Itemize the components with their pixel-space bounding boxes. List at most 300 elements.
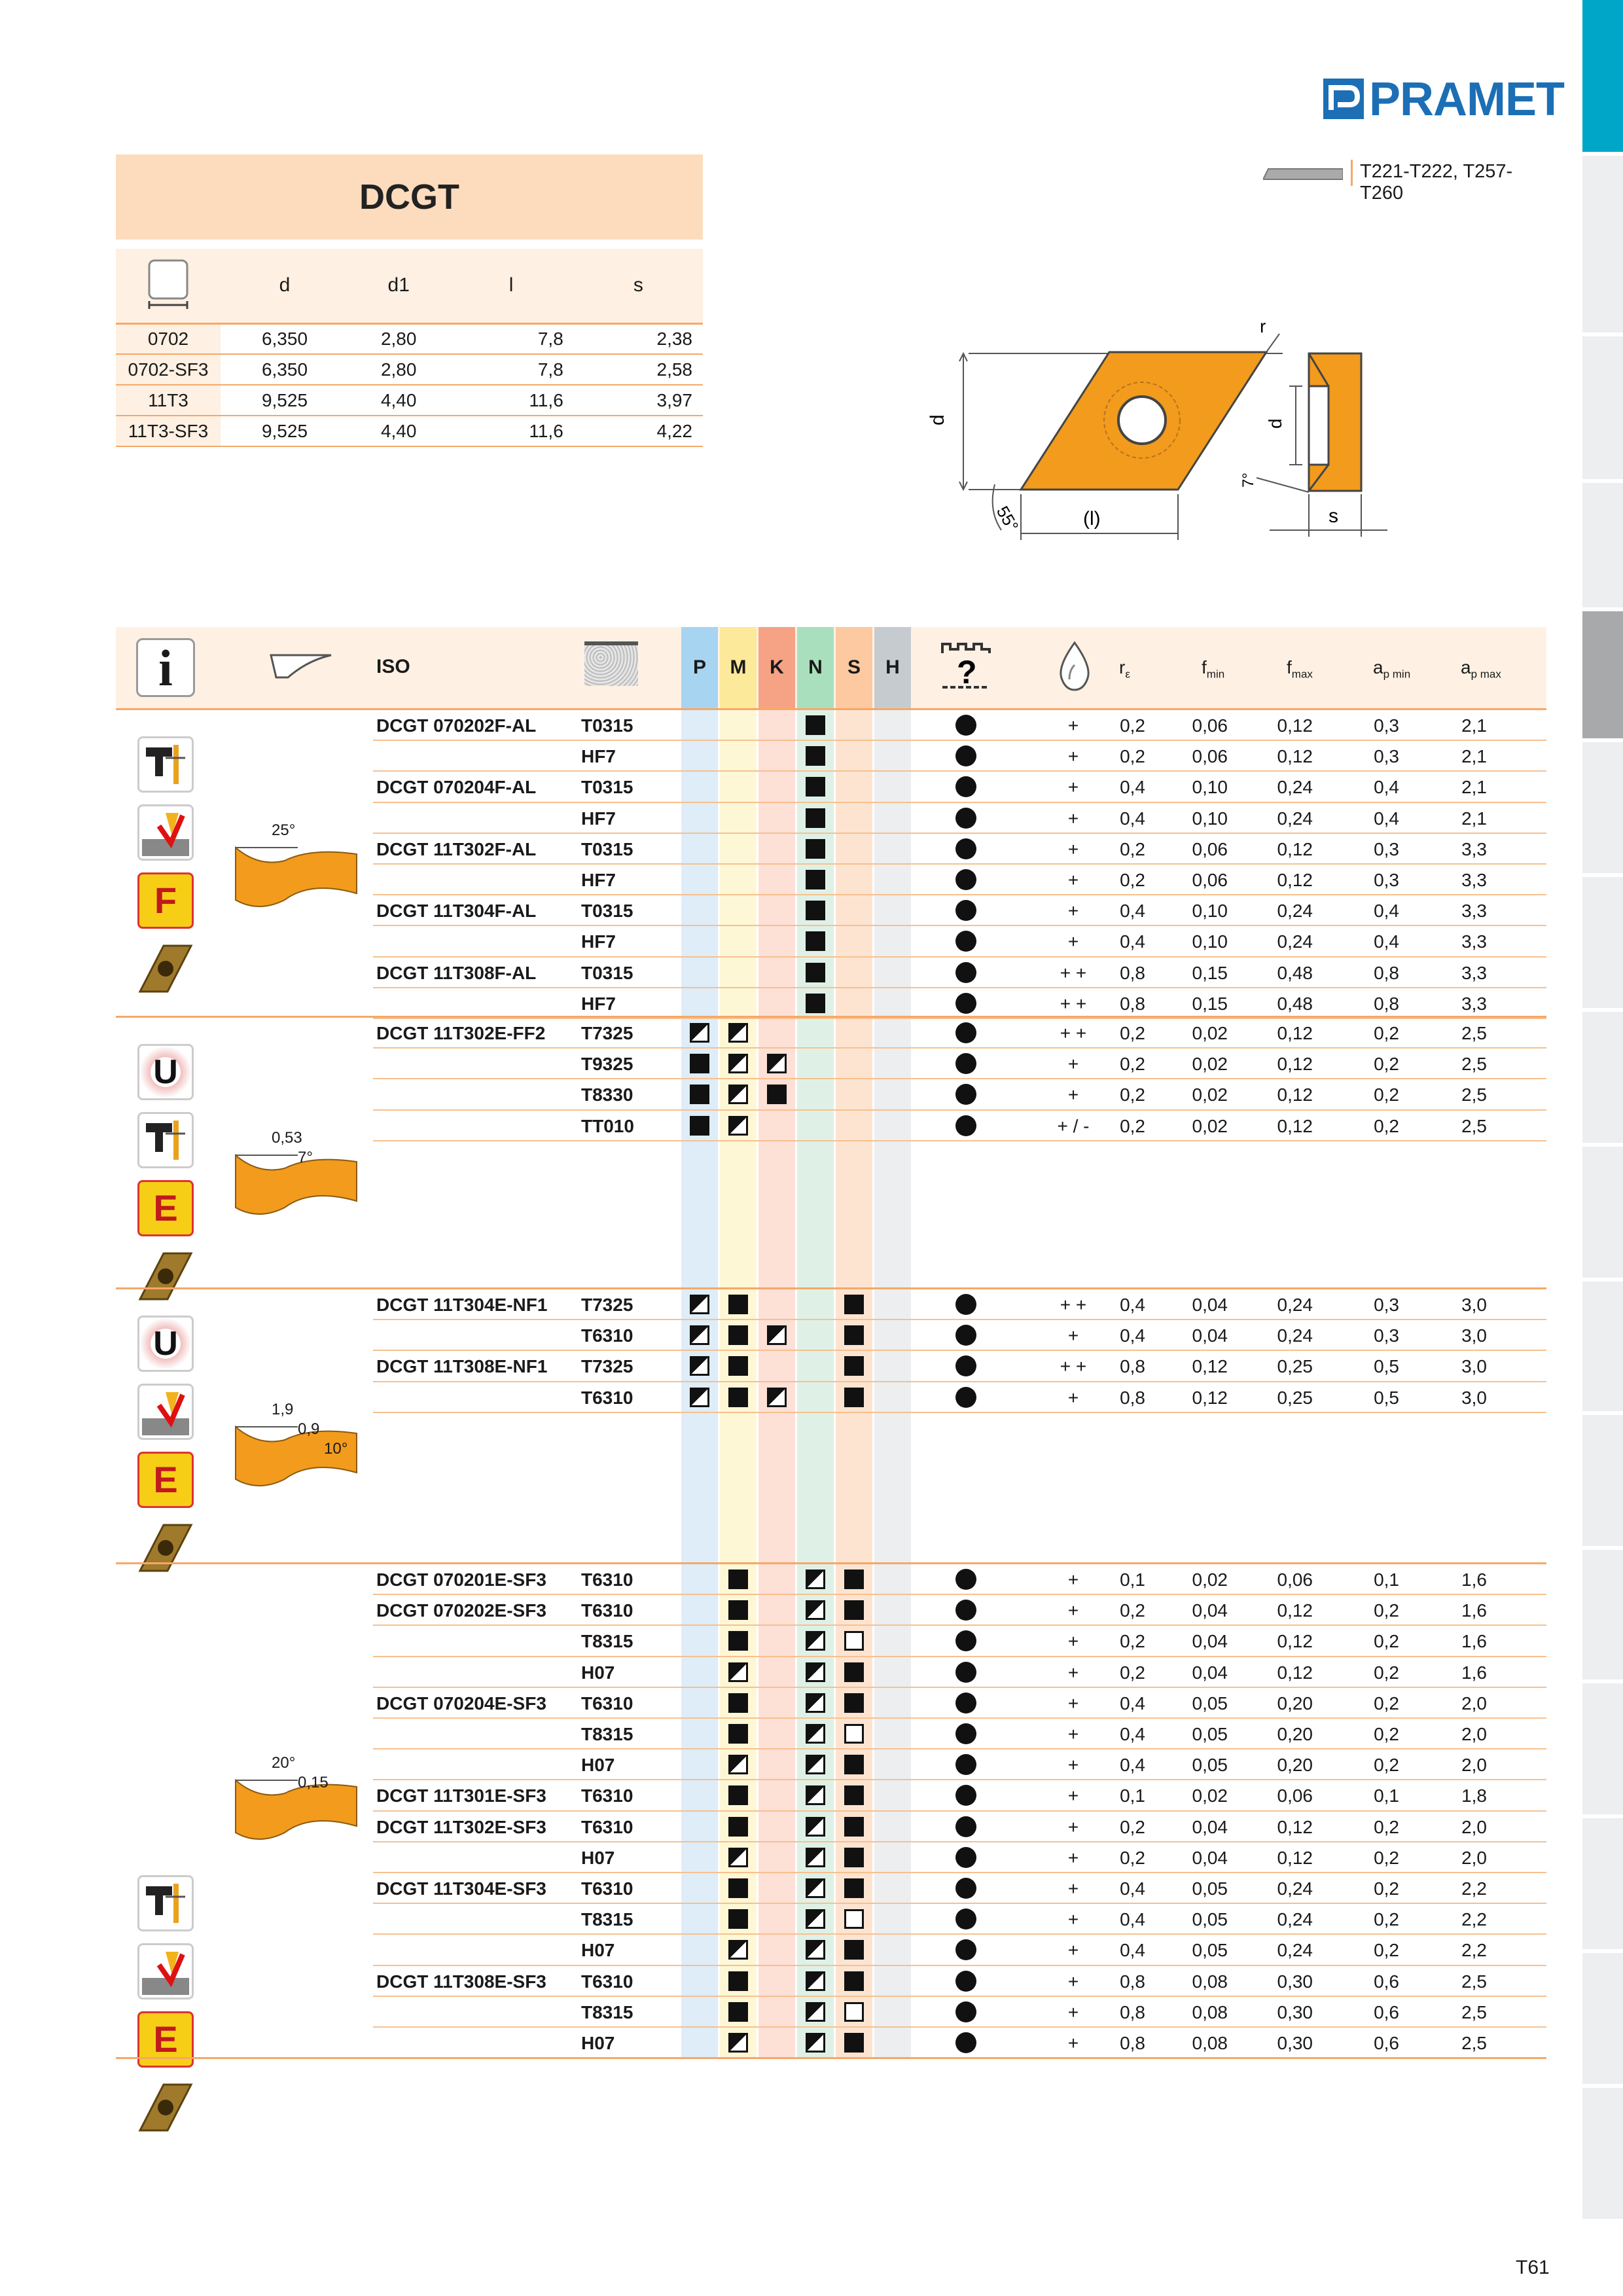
suitability-N-hf: [806, 1693, 825, 1713]
side-tab[interactable]: [1582, 1953, 1623, 2088]
value-cell: 0,04: [1192, 1325, 1228, 1346]
value-cell: 2,0: [1461, 1724, 1487, 1744]
value-cell: 0,2: [1374, 1115, 1399, 1136]
value-cell: 0,10: [1192, 901, 1228, 922]
coolant-value: +: [1067, 931, 1079, 952]
value-cell: 0,12: [1192, 1387, 1228, 1408]
dim-row: [116, 354, 703, 385]
iso-code: DCGT 11T301E-SF3: [376, 1785, 546, 1806]
side-tab[interactable]: [1582, 1012, 1623, 1147]
suitability-K-hf: [767, 1325, 787, 1345]
suitability-N-hf: [806, 1724, 825, 1744]
col-d1: d1: [349, 249, 448, 323]
application-dot: [955, 745, 976, 766]
coolant-value: +: [1067, 2001, 1079, 2022]
coolant-value: +: [1067, 1724, 1079, 1744]
iso-code: DCGT 11T308E-NF1: [376, 1356, 548, 1377]
coolant-value: +: [1067, 746, 1079, 767]
coolant-value: + +: [1060, 962, 1087, 983]
coolant-value: +: [1067, 1940, 1079, 1961]
dim-cell: 4,40: [349, 416, 448, 446]
iso-code: DCGT 070204F-AL: [376, 777, 537, 798]
side-tab[interactable]: [1582, 1282, 1623, 1415]
value-cell: 2,5: [1461, 1054, 1487, 1075]
grade: T6310: [581, 1387, 633, 1408]
iso-code: DCGT 11T308E-SF3: [376, 1971, 546, 1992]
dim-cell: 9,525: [221, 416, 349, 446]
label-s: s: [1329, 505, 1338, 527]
value-cell: 0,05: [1192, 1755, 1228, 1776]
value-cell: 0,24: [1277, 1878, 1313, 1899]
dim-cell: 2,80: [349, 354, 448, 385]
material-header-N: N: [797, 627, 834, 708]
value-cell: 3,3: [1461, 993, 1487, 1014]
application-dot: [955, 1723, 976, 1744]
dim-row: [116, 385, 703, 416]
grade: HF7: [581, 931, 616, 952]
suitability-M-hf: [728, 1848, 748, 1867]
side-tab[interactable]: [1582, 2088, 1623, 2223]
value-cell: 0,06: [1277, 1785, 1313, 1806]
application-dot: [955, 993, 976, 1014]
suitability-N-sq: [806, 901, 825, 920]
suitability-N-hf: [806, 1817, 825, 1837]
value-cell: 0,5: [1374, 1387, 1399, 1408]
value-cell: 3,0: [1461, 1387, 1487, 1408]
side-tab[interactable]: [1582, 1683, 1623, 1818]
value-cell: 3,3: [1461, 962, 1487, 983]
iso-code: DCGT 11T304E-NF1: [376, 1295, 548, 1315]
suitability-N-sq: [806, 715, 825, 735]
side-tab[interactable]: [1582, 1415, 1623, 1550]
value-cell: 0,12: [1277, 1023, 1313, 1043]
value-cell: 0,12: [1277, 1115, 1313, 1136]
value-cell: 0,8: [1120, 1971, 1145, 1992]
side-tab[interactable]: [1582, 156, 1623, 336]
value-cell: 0,6: [1374, 2001, 1399, 2022]
application-dot: [955, 869, 976, 890]
chipbreaker-profile: [232, 1401, 363, 1499]
suitability-N-hf: [806, 1570, 825, 1589]
value-cell: 0,24: [1277, 808, 1313, 829]
coolant-value: +: [1067, 1387, 1079, 1408]
value-cell: 0,15: [1192, 993, 1228, 1014]
value-cell: 0,04: [1192, 1295, 1228, 1315]
suitability-S-sq: [844, 1295, 864, 1314]
suitability-N-hf: [806, 2002, 825, 2022]
suitability-S-sq: [844, 1878, 864, 1898]
header-symbol: f: [1202, 657, 1207, 677]
grade: T6310: [581, 1785, 633, 1806]
value-cell: 0,24: [1277, 1295, 1313, 1315]
dim-cell: 11T3-SF3: [116, 416, 221, 446]
value-cell: 0,4: [1120, 1724, 1145, 1744]
suitability-S-sq: [844, 1785, 864, 1805]
grade: T6310: [581, 1878, 633, 1899]
dim-cell: 0702-SF3: [116, 354, 221, 385]
suitability-P-sq: [690, 1085, 709, 1104]
suitability-M-hf: [728, 1116, 748, 1136]
chip-label: 0,9: [298, 1420, 320, 1438]
value-cell: 0,6: [1374, 1971, 1399, 1992]
value-cell: 0,8: [1120, 2033, 1145, 2053]
value-cell: 0,4: [1120, 1909, 1145, 1930]
insert-photo-icon: [137, 1248, 194, 1304]
grade: T7325: [581, 1295, 633, 1315]
value-cell: 1,6: [1461, 1600, 1487, 1621]
value-cell: 2,1: [1461, 777, 1487, 798]
pramet-mark-icon: [1323, 79, 1364, 119]
value-cell: 0,06: [1192, 870, 1228, 890]
value-cell: 0,1: [1120, 1785, 1145, 1806]
suitability-K-hf: [767, 1054, 787, 1073]
application-dot: [955, 1847, 976, 1868]
suitability-M-sq: [728, 1295, 748, 1314]
value-cell: 0,2: [1120, 1115, 1145, 1136]
value-cell: 0,05: [1192, 1909, 1228, 1930]
value-cell: 0,15: [1192, 962, 1228, 983]
table-end-line: [116, 2057, 1546, 2059]
suitability-M-hf: [728, 2033, 748, 2053]
header-subscript: p min: [1383, 668, 1411, 681]
value-cell: 0,1: [1374, 1570, 1399, 1590]
suitability-S-sq: [844, 1817, 864, 1837]
value-cell: 0,12: [1277, 746, 1313, 767]
value-cell: 0,2: [1120, 1054, 1145, 1075]
suitability-M-hf: [728, 1054, 748, 1073]
value-cell: 0,02: [1192, 1054, 1228, 1075]
value-cell: 0,2: [1374, 1940, 1399, 1961]
value-cell: 0,2: [1374, 1023, 1399, 1043]
grade: T9325: [581, 1054, 633, 1075]
side-tabs: [1582, 0, 1623, 2296]
value-cell: 0,2: [1120, 1847, 1145, 1868]
application-dot: [955, 1693, 976, 1713]
suitability-M-sq: [728, 1388, 748, 1407]
grade: T8315: [581, 1631, 633, 1652]
grade: T0315: [581, 901, 633, 922]
dim-cell: 3,97: [574, 385, 703, 416]
coolant-value: +: [1067, 1085, 1079, 1105]
cut-class-E-icon: E: [137, 1180, 194, 1236]
brand-logo: [1323, 73, 1564, 126]
dim-cell: 7,8: [448, 323, 573, 354]
value-cell: 0,2: [1120, 746, 1145, 767]
side-tab[interactable]: [1582, 611, 1623, 742]
value-cell: 0,2: [1374, 1724, 1399, 1744]
value-cell: 0,24: [1277, 931, 1313, 952]
suitability-S-sq: [844, 1570, 864, 1589]
value-cell: 0,2: [1120, 1085, 1145, 1105]
side-tab[interactable]: [1582, 336, 1623, 483]
suitability-N-hf: [806, 1848, 825, 1867]
suitability-S-em: [844, 1631, 864, 1651]
suitability-M-sq: [728, 1878, 748, 1898]
value-cell: 0,8: [1120, 993, 1145, 1014]
value-cell: 0,06: [1192, 715, 1228, 736]
dim-cell: 2,38: [574, 323, 703, 354]
value-cell: 0,8: [1120, 2001, 1145, 2022]
value-cell: 0,2: [1374, 1662, 1399, 1683]
suitability-M-hf: [728, 1940, 748, 1960]
value-cell: 0,8: [1120, 1356, 1145, 1377]
coolant-value: + +: [1060, 993, 1087, 1014]
value-cell: 2,0: [1461, 1693, 1487, 1713]
value-cell: 1,6: [1461, 1631, 1487, 1652]
value-cell: 0,4: [1120, 1755, 1145, 1776]
grade: T6310: [581, 1971, 633, 1992]
value-cell: 0,04: [1192, 1631, 1228, 1652]
holder-bar-icon: [1263, 165, 1343, 183]
material-header-P: P: [681, 627, 718, 708]
dim-cell: 0702: [116, 323, 221, 354]
chip-label: 7°: [298, 1149, 313, 1166]
suitability-N-hf: [806, 2033, 825, 2053]
grade: HF7: [581, 993, 616, 1014]
chip-label: 0,15: [298, 1774, 329, 1791]
value-cell: 0,12: [1277, 1662, 1313, 1683]
grade: HF7: [581, 870, 616, 890]
value-cell: 0,02: [1192, 1085, 1228, 1105]
value-cell: 0,30: [1277, 2001, 1313, 2022]
value-cell: 0,3: [1374, 838, 1399, 859]
coolant-value: +: [1067, 1054, 1079, 1075]
value-cell: 0,04: [1192, 1662, 1228, 1683]
grade: H07: [581, 1755, 615, 1776]
suitability-K-hf: [767, 1388, 787, 1407]
value-cell: 0,12: [1277, 1085, 1313, 1105]
header-fmax: [1287, 657, 1313, 681]
suitability-P-sq: [690, 1116, 709, 1136]
value-cell: 0,06: [1192, 838, 1228, 859]
dim-cell: 2,58: [574, 354, 703, 385]
suitability-N-sq: [806, 870, 825, 889]
coolant-value: +: [1067, 1631, 1079, 1652]
grade: T8330: [581, 1085, 633, 1105]
suitability-M-sq: [728, 1971, 748, 1991]
material-header-S: S: [836, 627, 872, 708]
suitability-S-sq: [844, 1755, 864, 1774]
value-cell: 2,5: [1461, 1023, 1487, 1043]
info-icon: i: [136, 638, 195, 697]
application-dot: [955, 1754, 976, 1775]
value-cell: 2,2: [1461, 1878, 1487, 1899]
value-cell: 0,06: [1277, 1570, 1313, 1590]
suitability-M-sq: [728, 1909, 748, 1929]
value-cell: 2,2: [1461, 1940, 1487, 1961]
value-cell: 0,4: [1120, 1878, 1145, 1899]
value-cell: 0,24: [1277, 1325, 1313, 1346]
value-cell: 2,1: [1461, 715, 1487, 736]
value-cell: 0,4: [1374, 901, 1399, 922]
application-dot: [955, 962, 976, 983]
value-cell: 0,4: [1374, 808, 1399, 829]
suitability-N-hf: [806, 1600, 825, 1620]
suitability-P-hf: [690, 1388, 709, 1407]
wear-icon: [137, 804, 194, 861]
side-tab[interactable]: [1582, 1550, 1623, 1683]
suitability-S-sq: [844, 1693, 864, 1713]
coolant-value: +: [1067, 901, 1079, 922]
iso-code: DCGT 11T304F-AL: [376, 901, 537, 922]
holder-reference-text: T221-T222, T257-T260: [1360, 161, 1513, 204]
value-cell: 0,4: [1120, 808, 1145, 829]
value-cell: 0,2: [1374, 1054, 1399, 1075]
label-re: r: [1260, 316, 1266, 336]
value-cell: 3,0: [1461, 1325, 1487, 1346]
value-cell: 0,12: [1277, 1816, 1313, 1837]
grade: T6310: [581, 1325, 633, 1346]
dim-cell: 6,350: [221, 354, 349, 385]
col-d: d: [221, 249, 349, 323]
iso-code: DCGT 11T308F-AL: [376, 962, 537, 983]
suitability-M-sq: [728, 1693, 748, 1713]
holder-icon: [137, 1112, 194, 1168]
iso-code: DCGT 070202E-SF3: [376, 1600, 546, 1621]
coolant-value: +: [1067, 1909, 1079, 1930]
value-cell: 0,12: [1277, 1847, 1313, 1868]
suitability-M-sq: [728, 2002, 748, 2022]
cut-class-E-icon: E: [137, 2011, 194, 2068]
value-cell: 0,12: [1277, 1054, 1313, 1075]
grade: H07: [581, 2033, 615, 2053]
dim-row: [116, 323, 703, 354]
value-cell: 0,02: [1192, 1115, 1228, 1136]
side-tab[interactable]: [1582, 483, 1623, 611]
value-cell: 2,5: [1461, 1971, 1487, 1992]
cut-class-E-icon: E: [137, 1452, 194, 1508]
value-cell: 0,12: [1277, 715, 1313, 736]
application-dot: [955, 1569, 976, 1590]
value-cell: 2,5: [1461, 1115, 1487, 1136]
grade: TT010: [581, 1115, 634, 1136]
value-cell: 0,05: [1192, 1940, 1228, 1961]
grade: HF7: [581, 808, 616, 829]
suitability-M-sq: [728, 1785, 748, 1805]
suitability-P-hf: [690, 1023, 709, 1043]
value-cell: 0,08: [1192, 2033, 1228, 2053]
dim-cell: 2,80: [349, 323, 448, 354]
value-cell: 0,20: [1277, 1755, 1313, 1776]
tooth-question-icon: [940, 640, 992, 690]
suitability-M-sq: [728, 1724, 748, 1744]
dim-cell: 6,350: [221, 323, 349, 354]
application-dot: [955, 1387, 976, 1408]
value-cell: 0,2: [1374, 1755, 1399, 1776]
holder-reference: [1263, 160, 1547, 204]
value-cell: 0,20: [1277, 1693, 1313, 1713]
chip-label: 0,53: [272, 1129, 302, 1147]
suitability-N-hf: [806, 1878, 825, 1898]
value-cell: 0,24: [1277, 1940, 1313, 1961]
grade: HF7: [581, 746, 616, 767]
suitability-M-hf: [728, 1085, 748, 1104]
suitability-S-sq: [844, 1662, 864, 1682]
grade: T0315: [581, 777, 633, 798]
application-dot: [955, 1662, 976, 1683]
coolant-value: + +: [1060, 1356, 1087, 1377]
value-cell: 0,10: [1192, 808, 1228, 829]
header-fmin: [1202, 657, 1224, 681]
coolant-value: + / -: [1057, 1115, 1090, 1136]
value-cell: 0,8: [1120, 962, 1145, 983]
value-cell: 0,2: [1120, 1600, 1145, 1621]
value-cell: 0,30: [1277, 2033, 1313, 2053]
grade: T0315: [581, 715, 633, 736]
value-cell: 0,4: [1120, 1295, 1145, 1315]
suitability-N-hf: [806, 1785, 825, 1805]
suitability-S-sq: [844, 1600, 864, 1620]
value-cell: 0,30: [1277, 1971, 1313, 1992]
coolant-value: +: [1067, 1878, 1079, 1899]
suitability-N-sq: [806, 808, 825, 828]
dim-cell: 11,6: [448, 385, 573, 416]
grade: T8315: [581, 1909, 633, 1930]
coolant-value: +: [1067, 1570, 1079, 1590]
value-cell: 0,05: [1192, 1724, 1228, 1744]
coolant-value: +: [1067, 2033, 1079, 2053]
coolant-drop-icon: [1055, 640, 1094, 692]
suitability-M-sq: [728, 1570, 748, 1589]
dim-cell: 9,525: [221, 385, 349, 416]
application-dot: [955, 808, 976, 829]
grade: T8315: [581, 1724, 633, 1744]
coolant-value: +: [1067, 1847, 1079, 1868]
suitability-M-sq: [728, 1600, 748, 1620]
value-cell: 0,04: [1192, 1816, 1228, 1837]
suitability-S-sq: [844, 1325, 864, 1345]
value-cell: 0,2: [1374, 1878, 1399, 1899]
coolant-value: + +: [1060, 1023, 1087, 1043]
value-cell: 0,4: [1120, 1325, 1145, 1346]
product-title: DCGT: [359, 177, 459, 217]
grade: H07: [581, 1662, 615, 1683]
application-dot: [955, 2032, 976, 2053]
value-cell: 0,2: [1120, 1662, 1145, 1683]
iso-code: DCGT 070204E-SF3: [376, 1693, 546, 1713]
application-dot: [955, 1600, 976, 1621]
side-tab[interactable]: [1582, 877, 1623, 1012]
side-tab[interactable]: [1582, 742, 1623, 877]
grade: T7325: [581, 1023, 633, 1043]
value-cell: 0,3: [1374, 715, 1399, 736]
value-cell: 0,3: [1374, 1295, 1399, 1315]
value-cell: 0,12: [1277, 1600, 1313, 1621]
chip-label: 25°: [272, 821, 296, 839]
suitability-M-hf: [728, 1023, 748, 1043]
value-cell: 0,05: [1192, 1693, 1228, 1713]
value-cell: 0,06: [1192, 746, 1228, 767]
iso-code: DCGT 11T302E-SF3: [376, 1816, 546, 1837]
suitability-M-sq: [728, 1356, 748, 1376]
value-cell: 1,6: [1461, 1662, 1487, 1683]
label-d1: d: [1265, 418, 1285, 429]
value-cell: 2,5: [1461, 1085, 1487, 1105]
product-title-box: [116, 154, 703, 240]
value-cell: 0,02: [1192, 1570, 1228, 1590]
value-cell: 0,8: [1120, 1387, 1145, 1408]
side-tab[interactable]: [1582, 0, 1623, 156]
value-cell: 0,1: [1374, 1785, 1399, 1806]
chipbreaker-profile: [232, 821, 363, 920]
suitability-S-sq: [844, 1848, 864, 1867]
insert-drawing: [903, 314, 1427, 563]
application-dot: [955, 715, 976, 736]
suitability-P-hf: [690, 1325, 709, 1345]
side-tab[interactable]: [1582, 1818, 1623, 1953]
suitability-N-hf: [806, 1971, 825, 1991]
side-tab[interactable]: [1582, 1147, 1623, 1282]
